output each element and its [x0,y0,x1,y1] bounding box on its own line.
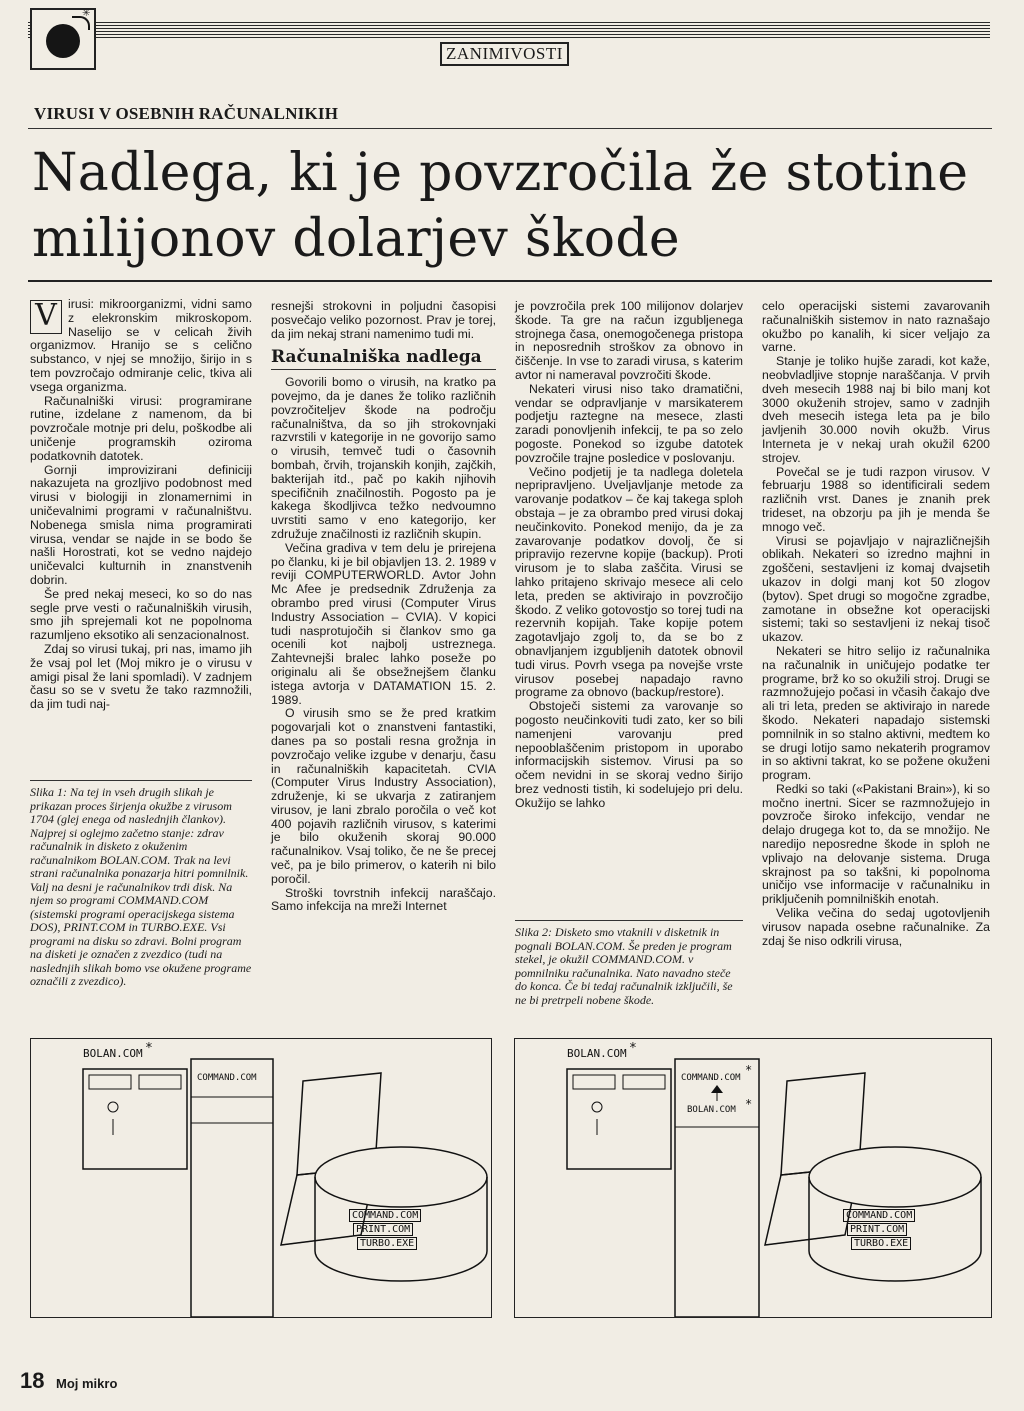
column-1 [30,298,252,712]
paragraph: Nekateri se hitro selijo iz računalnika na računalnik in uničujejo podatke ter programe, brž ko so okužili stroj. Drugi se razmnožujejo počasi in včasih čakajo dve ali tri leta, preden se aktivirajo in narede škodo. Nekateri napadajo sistemski pomnilnik in so stalno aktivni, medtem ko se drugi lotijo samo nekaterih programov in so aktivni takrat, ko se požene okuženi program. [762,643,990,783]
paragraph: Nekateri virusi niso tako dramatični, vendar se odpravljanje v marsikaterem podjetju raztegne na mesece, zlasti zaradi ponovljenih infekcij, te pa so zelo pogoste. Ponekod so izgube datotek povzročile trajne posledice v poslovanju. [515,381,743,465]
figure-1 [30,1038,492,1318]
paragraph: irusi: mikroorganizmi, vidni samo z elekronskim mikroskopom. Naselijo se v celicah živih organizmov. Hranijo se s celično substanco, v njej se množijo, širijo in s tem povzročajo odmiranje celic, tkiva ali vsega organizma. [30,297,252,394]
paragraph: Govorili bomo o virusih, na kratko pa povejmo, da je danes že toliko različnih povzročiteljev škode na področju računalništva, da so jih strokovnjaki razvrstili v kategorije in ne govorijo samo o virusih, temveč tudi o časovnih bombah, črvih, trojanskih konjih, zajčkih, bakterijah itd., pač po kakih njihovih specifičnih značilnostih. Pogosto pa je kakega škodljivca težko nedvoumno uvrstiti samo v eno kategorijo, ker združuje značilnosti iz različnih skupin. [271,375,496,541]
spark-icon: ✳ [82,8,91,19]
drop-cap: V [30,300,62,334]
paragraph: Stroški tovrstnih infekcij naraščajo. Samo infekcija na mreži Internet [271,885,496,914]
headline-rule [28,280,992,282]
memory-item: COMMAND.COM [681,1073,741,1083]
figure-2-caption: Slika 2: Disketo smo vtaknili v disketnik in pognali BOLAN.COM. Še preden je program stekel, je okužil COMMAND.COM. v pomnilniku računalnika. Nato navadno steče do konca. Če bi tedaj računalnik izključili, še ne bi pretrpeli nobene škode. [515,925,733,1007]
disk-file: PRINT.COM [353,1223,413,1236]
infected-mark: * [745,1097,753,1111]
header-stripe [28,22,990,40]
column-2 [271,300,496,914]
subheading-rule [271,369,496,370]
paragraph: Redki so taki («Pakistani Brain»), ki so močno inertni. Sicer se razmnožujejo in povzroče široko infekcijo, vendar ne delajo drugega kot to, da se množijo. Ne naredijo neposredne škode in sploh ne vplivajo na delovanje sistema. Druga skrajnost pa so takšni, ki popolnoma uničijo vse informacije v računalniku in priključenih pomnilniških enotah. [762,781,990,907]
kicker-rule [28,128,992,129]
paragraph: Stanje je toliko hujše zaradi, kot kaže, neobvladljive stopnje naraščanja. V prvih dveh mesecih 1988 naj bi bilo manj kot 3000 okuženih strojev, samo v zadnjih dveh mesecih istega leta pa je bilo javljenih 30.000 novih okužb. Virus Interneta je v nekaj urah okužil 6200 strojev. [762,354,990,465]
paragraph: Velika večina do sedaj ugotovljenih virusov napada osebne računalnike. Za zdaj še niso odkrili virusa, [762,906,990,948]
infected-mark: * [745,1063,753,1077]
paragraph: je povzročila prek 100 milijonov dolarjev škode. Ta gre na račun izgubljenega strojnega časa, onemogočenega pristopa in neposrednih stroškov za obnovo in čiščenje. In vse to zaradi virusa, s katerim avtor ni nameraval povzročiti škode. [515,299,743,382]
section-label: ZANIMIVOSTI [440,42,569,66]
paragraph: O virusih smo se že pred kratkim pogovarjali kot o znanstveni fantastiki, danes pa so postali resna grožnja in povzročajo velike izgube v denarju, času in računalniških kapacitetah. CVIA (Computer Virus Industry Association), združenje, ki se ukvarja z zatiranjem virusov, je lani zbralo poročila o več kot 400 pojavih različnih virusov, s katerimi je bilo okuženih skoraj 90.000 računalnikov. Vsaj toliko, če ne še precej več, pa je bilo primerov, o katerih ni bilo poročil. [271,706,496,886]
paragraph: Večino podjetij je ta nadlega doletela nepripravljeno. Uveljavljanje metode za varovanje podatkov – če kaj takega sploh obstaja – je za obrambo pred virusi dokaj neučinkovito. Ponekod menijo, da je za zavarovanje podatkov dovolj, če si pripravijo rezervne kopije (backup). Proti virusom je to slaba zaščita. Virusi se lahko pritajeno skrivajo mesece ali celo leta, preden se aktivirajo in povzročijo škodo. Z veliko gotovostjo so torej tudi na rezervnih kopijah. Take kopije potem zagotavljajo zgolj to, da se bo z obnavljanjem izgubljenih datotek obnovil tudi virus. Povrh vsega pa novejše vrste virusov posebej napadajo ravno programe za obnovo (backup/restore). [515,464,743,700]
column-3 [515,300,743,810]
disk-file: PRINT.COM [847,1223,907,1236]
figure-1-drawing [31,1039,491,1317]
paragraph: Virusi se pojavljajo v najrazličnejših oblikah. Nekateri so izredno majhni in zgoščeni, sestavljeni iz komaj dvajsetih ukazov in dolgi manj kot 50 zlogov (bytov). Spet drugi so mogočne zgradbe, zamotane in obsežne kot operacijski sistemi; taki so sestavljeni iz nekaj tisoč ukazov. [762,533,990,645]
page-number: 18 [20,1368,45,1393]
disk-file: COMMAND.COM [349,1209,421,1222]
memory-item: COMMAND.COM [197,1073,257,1083]
paragraph: Gornji improvizirani definiciji nakazujeta na grozljivo podobnost med virusi v biologiji in zlonamernimi in uničevalnimi programi v računalništvu. Nobenega smisla nima programirati virusa, vendar se najde in se bodo še našli Horostrati, kot se vedno najdejo uničevalci kulturnih in znanstvenih dobrin. [30,462,252,587]
disk-file: COMMAND.COM [843,1209,915,1222]
paragraph: Obstoječi sistemi za varovanje so pogosto neučinkoviti tudi zato, ker so bili namenjeni varovanju pred nepooblaščenim pristopom in uporabo informacijskih sistemov. Virusi pa so očem nevidni in se skoraj vedno širijo brez vednosti tistih, ki sodelujejo pri delu. Okužijo se lahko [515,699,743,810]
caption-rule [30,780,252,781]
memory-item: BOLAN.COM [687,1105,736,1115]
floppy-label: BOLAN.COM [83,1047,143,1060]
paragraph: resnejši strokovni in poljudni časopisi posvečajo veliko pozornost. Prav je torej, da jim nekaj strani namenimo tudi mi. [271,299,496,341]
paragraph: celo operacijski sistemi zavarovanih računalniških sistemov in nato raznašajo okužbo po kanalih, ki sicer veljajo za varne. [762,299,990,355]
paragraph: Večina gradiva v tem delu je prirejena po članku, ki je bil objavljen 13. 2. 1989 v reviji COMPUTERWORLD. Avtor John Mc Afee je predsednik Združenja za obrambo pred virusi (Computer Virus Industry Association – CVIA). V kopici tudi nasprotujočih si člankov smo ga ocenili kot najbolj ustreznega. Zahtevnejši bralec lahko poseže po originalu ali še obsežnejšem članku istega avtorja v DATAMATION 15. 2. 1989. [271,540,496,707]
paragraph: Še pred nekaj meseci, ko so do nas segle prve vesti o računalniških virusih, smo jih sprejemali kot ne popolnoma razumljeno eksotiko ali senzacionalnost. [30,586,252,643]
figure-2-drawing [515,1039,991,1317]
floppy-label: BOLAN.COM [567,1047,627,1060]
figure-2 [514,1038,992,1318]
article-kicker: VIRUSI V OSEBNIH RAČUNALNIKIH [34,104,339,123]
paragraph: Računalniški virusi: programirane rutine, izdelane z namenom, da bi povzročale motnje pri delu, poškodbe ali uničenje programskih oziroma podatkovnih datotek. [30,393,252,463]
bomb-logo [30,8,96,70]
figure-1-caption: Slika 1: Na tej in vseh drugih slikah je prikazan proces širjenja okužbe z virusom 1704 (glej enega od naslednjih člankov). Najprej si oglejmo začetno stanje: zdrav računalnik in disketo z okuženim računalnikom BOLAN.COM. Trak na levi strani računalnika ponazarja hitri pomnilnik. Valj na desni je računalnikov trdi disk. Na njem so programi COMMAND.COM (sistemski programi operacijskega sistema DOS), PRINT.COM in TURBO.EXE. Vsi programi na disku so zdravi. Bolni program na disketi je označen z zvezdico (tudi na naslednjih slikah bomo vse okužene programe označili z zvezdico). [30,785,252,988]
subheading: Računalniška nadlega [271,347,482,368]
magazine-name: Moj mikro [56,1376,118,1391]
infected-mark: * [629,1041,637,1056]
disk-file: TURBO.EXE [851,1237,911,1250]
infected-mark: * [145,1041,153,1056]
disk-file: TURBO.EXE [357,1237,417,1250]
caption-rule [515,920,743,921]
paragraph: Zdaj so virusi tukaj, pri nas, imamo jih že vsaj pol let (Moj mikro je o virusu v amigi pisal že lani spomladi). V zadnjem času so se v svetu že tako razmnožili, da jim tudi naj- [30,641,252,712]
paragraph: Povečal se je tudi razpon virusov. V februarju 1988 so identificirali sedem različnih vrst. Danes je znanih prek trideset, na obzorju pa jih je menda še mnogo več. [762,464,990,534]
column-4 [762,300,990,948]
article-headline: Nadlega, ki je povzročila že stotine milijonov dolarjev škode [32,143,969,269]
